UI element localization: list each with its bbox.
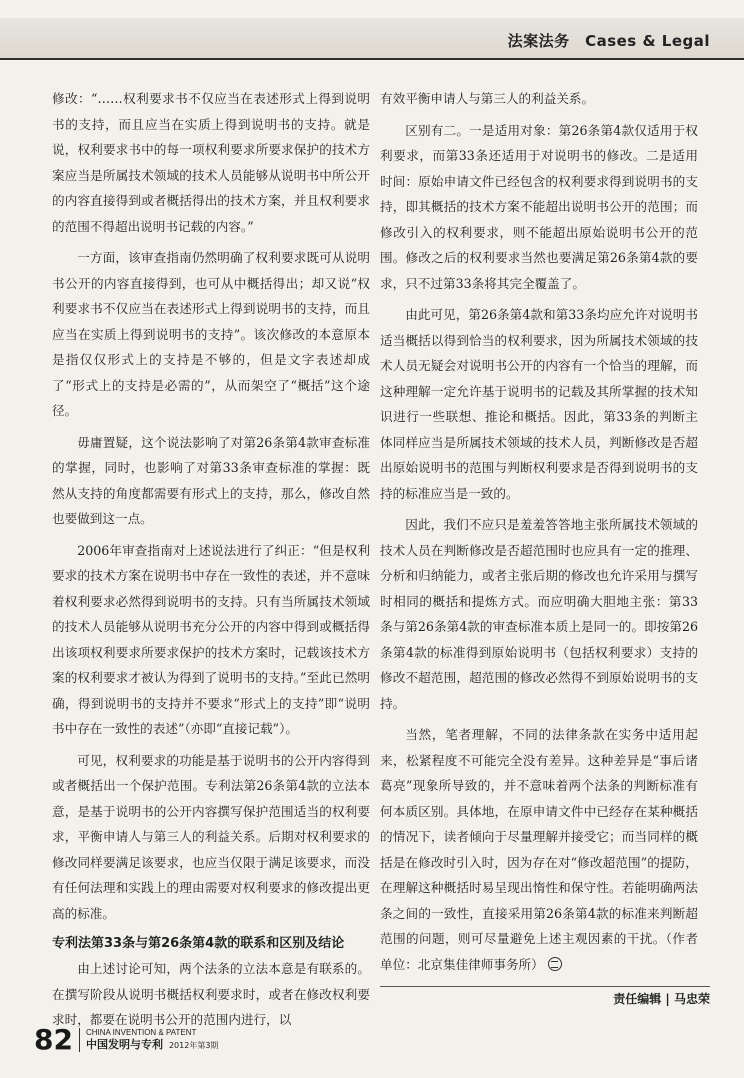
left-column xyxy=(52,86,370,1039)
journal-row xyxy=(86,1038,218,1052)
footer xyxy=(34,1023,219,1066)
header-rule xyxy=(0,58,744,60)
editor-credit: 责任编辑 | 马忠荣 xyxy=(613,992,710,1006)
paragraph: 一方面，该审查指南仍然明确了权利要求既可从说明书公开的内容直接得到，也可从中概括得出；却又说“权利要求书不仅应当在表述形式上得到说明书的支持，而且应当在实质上得到说明书的支持”。该次修改的本意原本是指仅仅形式上的支持是不够的，但是文字表述却成了“形式上的支持是必需的”，从而架空了“概括”这个途径。 xyxy=(52,250,370,418)
paragraph xyxy=(380,722,698,977)
paragraph-text: 当然，笔者理解，不同的法律条款在实务中适用起来，松紧程度不可能完全没有差异。这种差异是“事后诸葛亮”现象所导致的，并不意味着两个法条的判断标准有何本质区别。具体地，在原申请文件中已经存在某种概括的情况下，读者倾向于尽量理解并接受它；而当同样的概括是在修改时引入时，因为存在对“修改超范围”的提防，在理解这种概括时易呈现出惰性和保守性。若能明确两法条之间的一致性，直接采用第26条第4款的标准来判断超范围的问题，则可尽量避免上述主观因素的干扰。（作者单位：北京集佳律师事务所） xyxy=(380,727,698,972)
end-mark-icon xyxy=(548,957,562,971)
paragraph: 由上述讨论可知，两个法条的立法本意是有联系的。在撰写阶段从说明书概括权利要求时，或者在修改权利要求时，都要在说明书公开的范围内进行，以 xyxy=(52,961,370,1027)
editor-rule xyxy=(380,986,710,987)
page-number: 82 xyxy=(34,1023,73,1056)
paragraph: 毋庸置疑，这个说法影响了对第26条第4款审查标准的掌握，同时，也影响了对第33条审查标准的掌握：既然从支持的角度都需要有形式上的支持，那么，修改自然也要做到这一点。 xyxy=(52,434,370,526)
journal-block xyxy=(79,1028,218,1052)
paragraph: 因此，我们不应只是羞羞答答地主张所属技术领域的技术人员在判断修改是否超范围时也应具有一定的推理、分析和归纳能力，或者主张后期的修改也允许采用与撰写时相同的概括和提炼方式。而应明确大胆地主张：第33条与第26条第4款的审查标准本质上是同一的。即按第26条第4款的标准得到原始说明书（包括权利要求）支持的修改不超范围，超范围的修改必然得不到原始说明书的支持。 xyxy=(380,517,698,711)
paragraph: 有效平衡申请人与第三人的利益关系。 xyxy=(380,91,595,106)
journal-name-cn: 中国发明与专利 xyxy=(85,1038,163,1051)
paragraph: 修改：“……权利要求书不仅应当在表述形式上得到说明书的支持，而且应当在实质上得到说明书的支持。就是说，权利要求书中的每一项权利要求所要求保护的技术方案应当是所属技术领域的技术人员能够从说明书中所公开的内容直接得到或者概括得出的技术方案，并且权利要求的范围不得超出说明书记载的内容。” xyxy=(52,91,370,234)
paragraph: 由此可见，第26条第4款和第33条均应允许对说明书适当概括以得到恰当的权利要求，因为所属技术领域的技术人员无疑会对说明书公开的内容有一个恰当的理解，而这种理解一定允许基于说明书的记载及其所掌握的技术知识进行一些联想、推论和概括。因此，第33条的判断主体同样应当是所属技术领域的技术人员，判断修改是否超出原始说明书的范围与判断权利要求是否得到说明书的支持的标准应当是一致的。 xyxy=(380,307,698,501)
right-column xyxy=(380,86,698,983)
paragraph: 区别有二。一是适用对象：第26条第4款仅适用于权利要求，而第33条还适用于对说明书的修改。二是适用时间：原始申请文件已经包含的权利要求得到说明书的支持，即其概括的技术方案不能超出说明书公开的范围；而修改引入的权利要求，则不能超出原始说明书公开的范围。修改之后的权利要求当然也要满足第26条第4款的要求，只不过第33条将其完全覆盖了。 xyxy=(380,122,698,291)
journal-issue: 2012年第3期 xyxy=(168,1041,219,1050)
paragraph: 2006年审查指南对上述说法进行了纠正：“但是权利要求的技术方案在说明书中存在一致性的表述，并不意味着权利要求必然得到说明书的支持。只有当所属技术领域的技术人员能够从说明书充分公开的内容中得到或概括得出该项权利要求所要求保护的技术方案时，记载该技术方案的权利要求才被认为得到了说明书的支持。”至此已然明确，得到说明书的支持并不要求“形式上的支持”即“说明书中存在一致性的表述”（亦即“直接记载”）。 xyxy=(52,542,370,736)
section-heading: 专利法第33条与第26条第4款的联系和区别及结论 xyxy=(52,936,345,951)
paragraph: 可见，权利要求的功能是基于说明书的公开内容得到或者概括出一个保护范围。专利法第26条第4款的立法本意，是基于说明书的公开内容撰写保护范围适当的权利要求，平衡申请人与第三人的利益关系。后期对权利要求的修改同样要满足该要求，也应当仅限于满足该要求，而没有任何法理和实践上的理由需要对权利要求的修改提出更高的标准。 xyxy=(52,752,370,921)
journal-name-en: CHINA INVENTION & PATENT xyxy=(85,1028,197,1037)
section-title: 法案法务 Cases & Legal xyxy=(507,32,710,50)
